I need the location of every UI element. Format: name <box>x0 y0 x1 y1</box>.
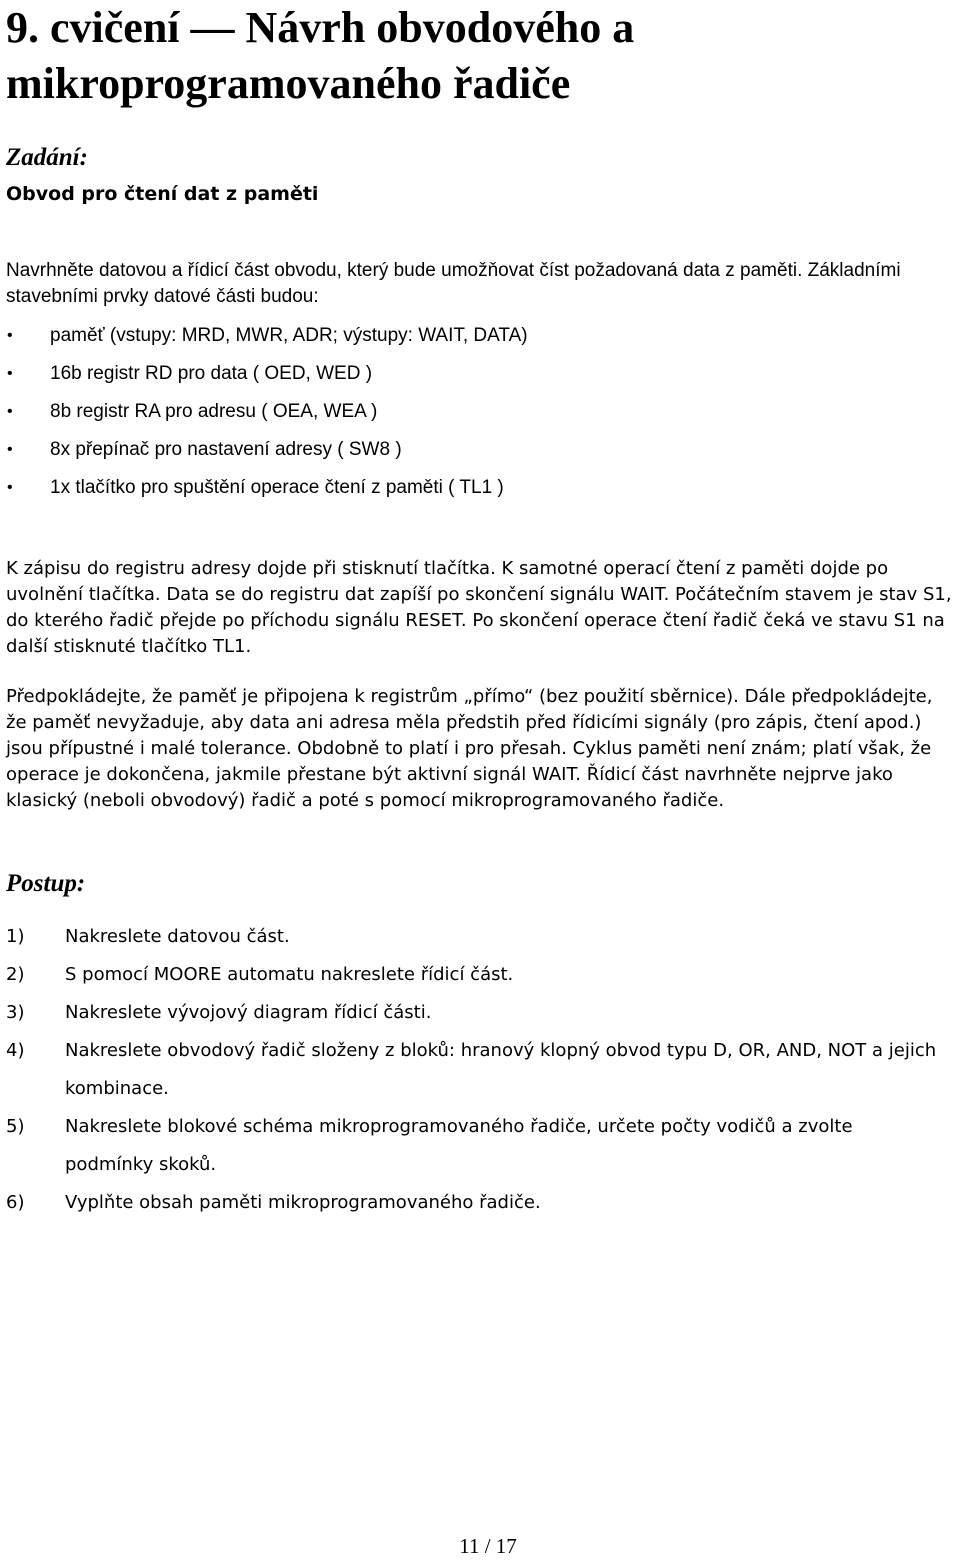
step-text: Nakreslete datovou část. <box>65 926 290 947</box>
component-list <box>6 322 946 512</box>
list-item <box>6 436 946 474</box>
assumptions-paragraph: Předpokládejte, že paměť je připojena k registrům „přímo“ (bez použití sběrnice). Dále předpokládejte, že paměť nevyžaduje, aby data ani adresa měla předstih před řídicími signály (pro zápis, čtení apod.) jsou přípustné i malé tolerance. Obdobně to platí i pro přesah. Cyklus paměti není znám; platí však, že operace je dokončena, jakmile přestane být aktivní signál WAIT. Řídicí část navrhněte nejprve jako klasický (neboli obvodový) řadič a poté s pomocí mikroprogramovaného řadiče. <box>6 686 933 811</box>
step-item <box>6 1108 946 1184</box>
document-title: 9. cvičení — Návrh obvodového a mikroprogramovaného řadiče <box>6 3 635 108</box>
list-item <box>6 360 946 398</box>
step-item <box>6 918 946 956</box>
step-text: Nakreslete obvodový řadič složeny z bloků: hranový klopný obvod typu D, OR, AND, NOT a jejich kombinace. <box>65 1040 937 1099</box>
list-item <box>6 474 946 512</box>
bullet-icon: • <box>7 479 13 496</box>
list-item <box>6 398 946 436</box>
step-text: Vyplňte obsah paměti mikroprogramovaného řadiče. <box>65 1192 541 1213</box>
list-item-text: 8x přepínač pro nastavení adresy ( SW8 ) <box>50 439 402 460</box>
page-number: 11 / 17 <box>459 1534 517 1558</box>
step-item <box>6 1032 946 1108</box>
step-item <box>6 1184 946 1222</box>
procedure-heading: Postup: <box>6 870 86 897</box>
step-text: S pomocí MOORE automatu nakreslete řídicí část. <box>65 964 514 985</box>
step-number: 1) <box>6 926 25 947</box>
list-item-text: paměť (vstupy: MRD, MWR, ADR; výstupy: WAIT, DATA) <box>50 325 528 346</box>
step-item <box>6 956 946 994</box>
bullet-icon: • <box>7 327 13 344</box>
list-item-text: 1x tlačítko pro spuštění operace čtení z paměti ( TL1 ) <box>50 477 504 498</box>
step-item <box>6 994 946 1032</box>
behavior-paragraph: K zápisu do registru adresy dojde při stisknutí tlačítka. K samotné operací čtení z paměti dojde po uvolnění tlačítka. Data se do registru dat zapíší po skončení signálu WAIT. Počátečním stavem je stav S1, do kterého řadič přejde po příchodu signálu RESET. Po skončení operace čtení řadič čeká ve stavu S1 na další stisknuté tlačítko TL1. <box>6 558 952 657</box>
bullet-icon: • <box>7 441 13 458</box>
step-number: 3) <box>6 1002 25 1023</box>
intro-paragraph: Navrhněte datovou a řídicí část obvodu, který bude umožňovat číst požadovaná data z paměti. Základními stavebními prvky datové části budou: <box>6 260 901 307</box>
list-item-text: 8b registr RA pro adresu ( OEA, WEA ) <box>50 401 378 422</box>
bullet-icon: • <box>7 365 13 382</box>
step-text: Nakreslete vývojový diagram řídicí části. <box>65 1002 432 1023</box>
step-number: 6) <box>6 1192 25 1213</box>
step-number: 4) <box>6 1040 25 1061</box>
step-number: 5) <box>6 1116 25 1137</box>
bullet-icon: • <box>7 403 13 420</box>
step-number: 2) <box>6 964 25 985</box>
assignment-subtitle: Obvod pro čtení dat z paměti <box>6 183 319 205</box>
assignment-heading: Zadání: <box>6 144 88 171</box>
list-item-text: 16b registr RD pro data ( OED, WED ) <box>50 363 373 384</box>
procedure-list <box>6 918 946 1222</box>
step-text: Nakreslete blokové schéma mikroprogramovaného řadiče, určete počty vodičů a zvolte podmínky skoků. <box>65 1116 853 1175</box>
list-item <box>6 322 946 360</box>
